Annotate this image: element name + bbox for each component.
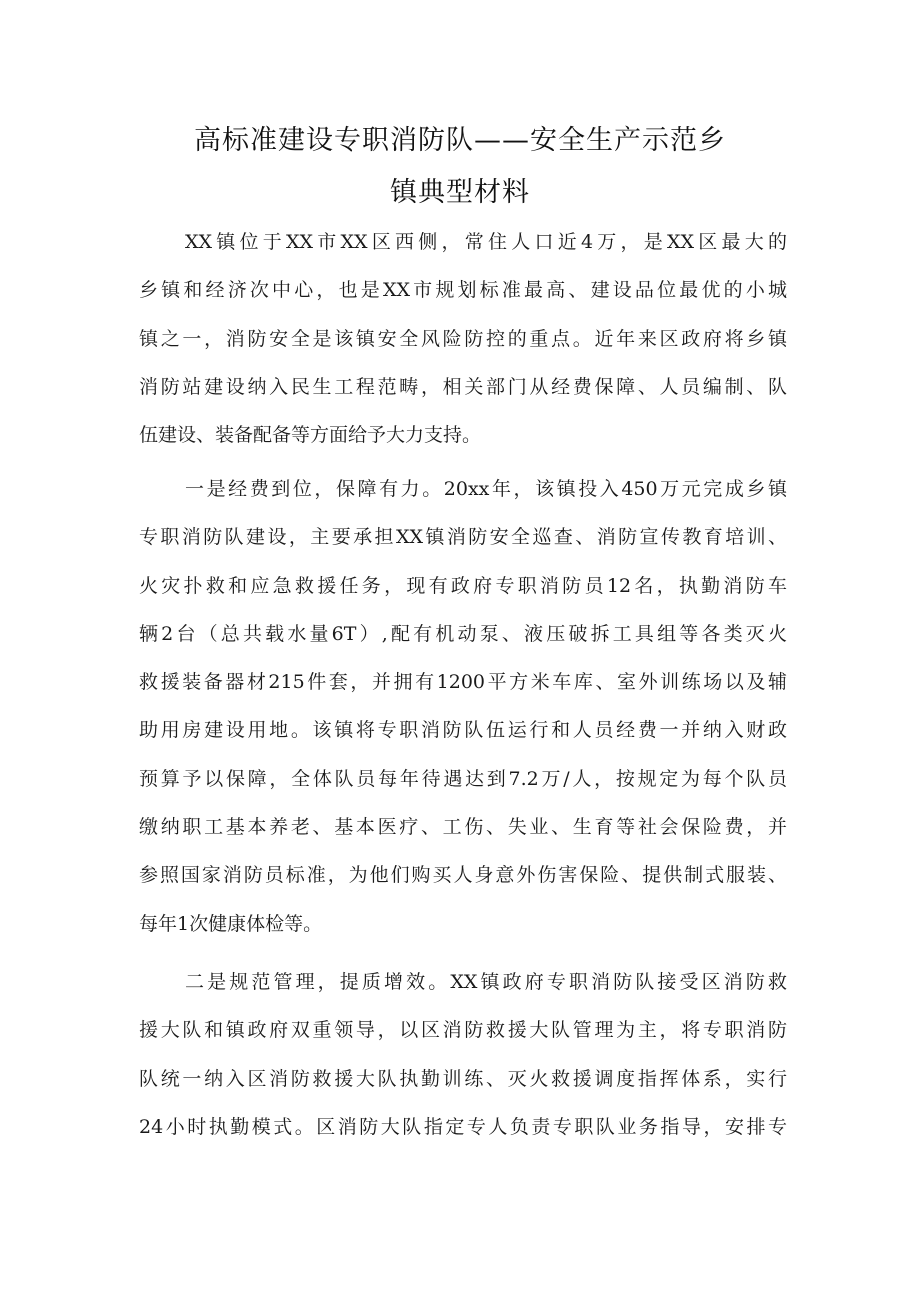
text-line: 乡镇和经济次中心，也是XX市规划标准最高、建设品位最优的小城 [139,279,787,302]
text-line: 火灾扑救和应急救援任务，现有政府专职消防员12名，执勤消防车 [139,574,787,597]
document-title-line-1: 高标准建设专职消防队——安全生产示范乡 [194,125,726,156]
text-line: 镇之一，消防安全是该镇安全风险防控的重点。近年来区政府将乡镇 [139,327,787,350]
text-line: 一是经费到位，保障有力。20xx年，该镇投入450万元完成乡镇 [185,478,787,500]
text-line: 缴纳职工基本养老、基本医疗、工伤、失业、生育等社会保险费，并 [139,816,787,839]
text-line: 辆2台（总共载水量6T）,配有机动泵、液压破拆工具组等各类灭火 [139,622,787,645]
text-line: 预算予以保障，全体队员每年待遇达到7.2万/人，按规定为每个队员 [139,767,787,790]
text-line: 助用房建设用地。该镇将专职消防队伍运行和人员经费一并纳入财政 [139,719,787,742]
text-line: 援大队和镇政府双重领导，以区消防救援大队管理为主，将专职消防 [139,1019,787,1042]
text-line: 伍建设、装备配备等方面给予大力支持。 [139,424,482,447]
text-line: 每年1次健康体检等。 [139,912,323,935]
text-line: 消防站建设纳入民生工程范畴，相关部门从经费保障、人员编制、队 [139,375,787,398]
text-line: 二是规范管理，提质增效。XX镇政府专职消防队接受区消防救 [185,971,787,993]
text-line: XX镇位于XX市XX区西侧，常住人口近4万，是XX区最大的 [185,231,787,253]
paragraph-management [139,958,787,1151]
document-title-line-2: 镇典型材料 [390,177,530,208]
text-line: 24小时执勤模式。区消防大队指定专人负责专职队业务指导，安排专 [139,1115,787,1138]
text-line: 专职消防队建设，主要承担XX镇消防安全巡查、消防宣传教育培训、 [139,526,787,549]
text-line: 救援装备器材215件套，并拥有1200平方米车库、室外训练场以及辅 [139,671,787,694]
paragraph-funding [139,465,787,948]
text-line: 队统一纳入区消防救援大队执勤训练、灭火救援调度指挥体系，实行 [139,1067,787,1090]
text-line: 参照国家消防员标准，为他们购买人身意外伤害保险、提供制式服装、 [139,864,787,887]
paragraph-overview [139,218,787,459]
